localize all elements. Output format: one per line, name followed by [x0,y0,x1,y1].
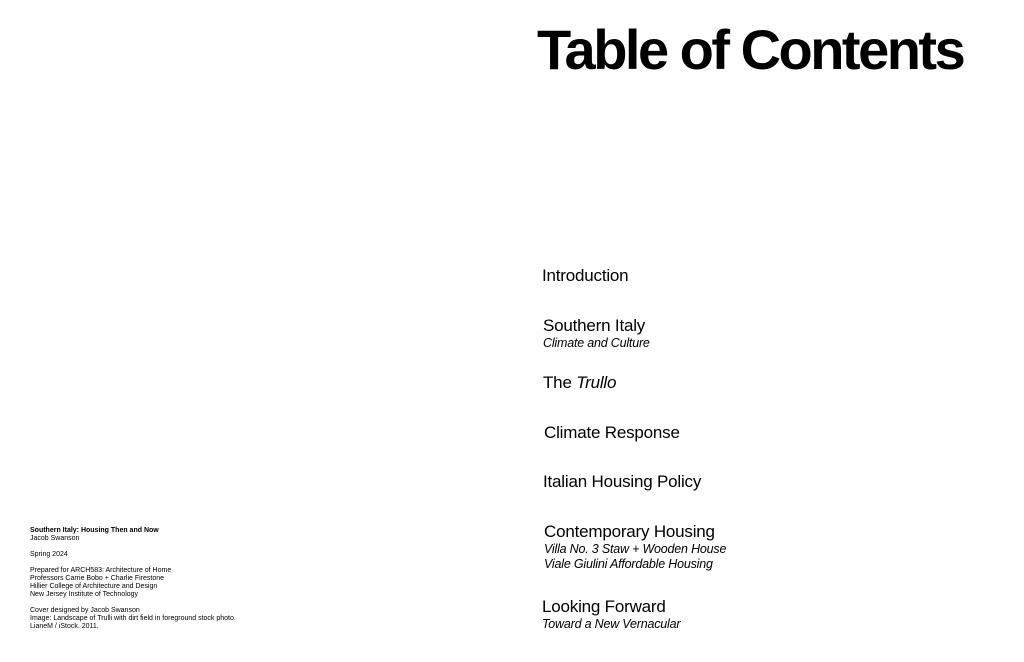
colophon-institute: New Jersey Institute of Technology [30,591,139,598]
toc-title [543,373,616,393]
colophon-spacer [30,559,236,567]
toc-entry-italian-housing-policy[interactable] [543,472,701,492]
toc-subtitle: Villa No. 3 Staw + Wooden House [544,542,727,556]
toc-title: Southern Italy [543,316,646,335]
colophon-professors: Professors Carrie Bobo + Charlie Firestone [30,575,165,582]
colophon-spacer [30,543,236,551]
page-title: Table of Contents [537,18,964,81]
colophon-prepared-for: Prepared for ARCH583: Architecture of Home [30,567,172,574]
toc-subtitle: Climate and Culture [543,336,650,350]
colophon-college: Hillier College of Architecture and Design [30,583,158,590]
colophon-image-credit: Image: Landscape of Trulli with dirt field in foreground stock photo. [30,615,236,622]
toc-entry-introduction[interactable] [542,266,628,286]
toc-entry-trullo[interactable] [543,373,616,393]
colophon-project-title: Southern Italy: Housing Then and Now [30,527,159,534]
toc-title: Introduction [542,266,629,285]
toc-title: Contemporary Housing [544,522,715,541]
toc-subtitle: Viale Giulini Affordable Housing [544,557,713,571]
toc-entry-climate-response[interactable] [544,423,680,443]
colophon-image-credit-source: LianeM / iStock. 2011. [30,623,99,630]
toc-entry-contemporary-housing[interactable] [544,522,726,572]
toc-subtitle: Toward a New Vernacular [542,617,681,631]
toc-title: Climate Response [544,423,680,442]
colophon-term: Spring 2024 [30,551,68,558]
colophon [30,527,236,631]
colophon-cover-credit: Cover designed by Jacob Swanson [30,607,140,614]
toc-title: Italian Housing Policy [543,472,702,491]
toc-entry-southern-italy[interactable] [543,316,650,351]
toc-entry-looking-forward[interactable] [542,597,680,632]
colophon-author: Jacob Swanson [30,535,80,542]
toc-title: Looking Forward [542,597,666,616]
toc-title-prefix: The [543,373,577,392]
colophon-spacer [30,599,236,607]
toc-title-italic: Trullo [576,373,617,392]
